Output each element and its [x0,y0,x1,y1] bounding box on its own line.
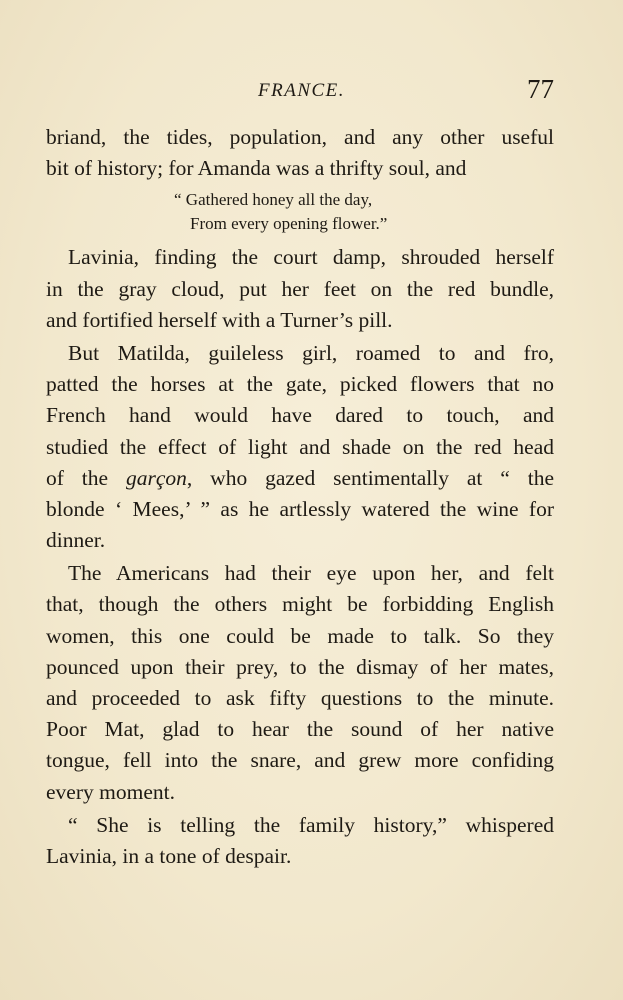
page-number: 77 [527,74,554,104]
text-line: pounced upon their prey, to the dismay of her mates, [46,654,554,679]
text-line: and fortified herself with a Turner’s pill. [46,307,393,332]
text-line: tongue, fell into the snare, and grew more confiding [46,748,554,773]
body-text [46,122,554,872]
text-line: women, this one could be made to talk. So they [46,623,554,648]
text-line: “ She is telling the family history,” whispered [68,812,554,837]
running-title: FRANCE. [258,80,346,101]
text-line: Lavinia, finding the court damp, shrouded herself [68,245,554,270]
text-line: bit of history; for Amanda was a thrifty soul, and [46,156,467,181]
text-line: patted the horses at the gate, picked flowers that no [46,372,554,397]
text-line: briand, the tides, population, and any other useful [46,125,554,149]
text-line: every moment. [46,779,175,804]
text-line: Lavinia, in a tone of despair. [46,843,292,868]
verse-line: “ Gathered honey all the day, [174,190,373,210]
text-line: French hand would have dared to touch, and [46,403,554,428]
verse-line: From every opening flower.” [190,214,388,234]
italic-word: garçon [125,465,187,490]
running-head [46,74,554,108]
text-line: that, though the others might be forbidding English [46,592,554,617]
text-line: in the gray cloud, put her feet on the red bundle, [46,276,554,301]
text-line: The Americans had their eye upon her, and felt [68,561,554,586]
text-line: blonde ‘ Mees,’ ” as he artlessly watered the wine for [46,496,554,521]
text-fragment: , who gazed sentimentally at “ the [186,465,554,490]
text-line: and proceeded to ask fifty questions to the minute. [46,686,554,710]
text-line: Poor Mat, glad to hear the sound of her native [46,717,554,742]
text-line: dinner. [46,528,106,553]
text-line: studied the effect of light and shade on the red head [46,434,554,459]
text-line: But Matilda, guileless girl, roamed to and fro, [68,340,554,365]
text-fragment: of the [46,465,126,490]
text-line-with-italic [46,463,554,494]
